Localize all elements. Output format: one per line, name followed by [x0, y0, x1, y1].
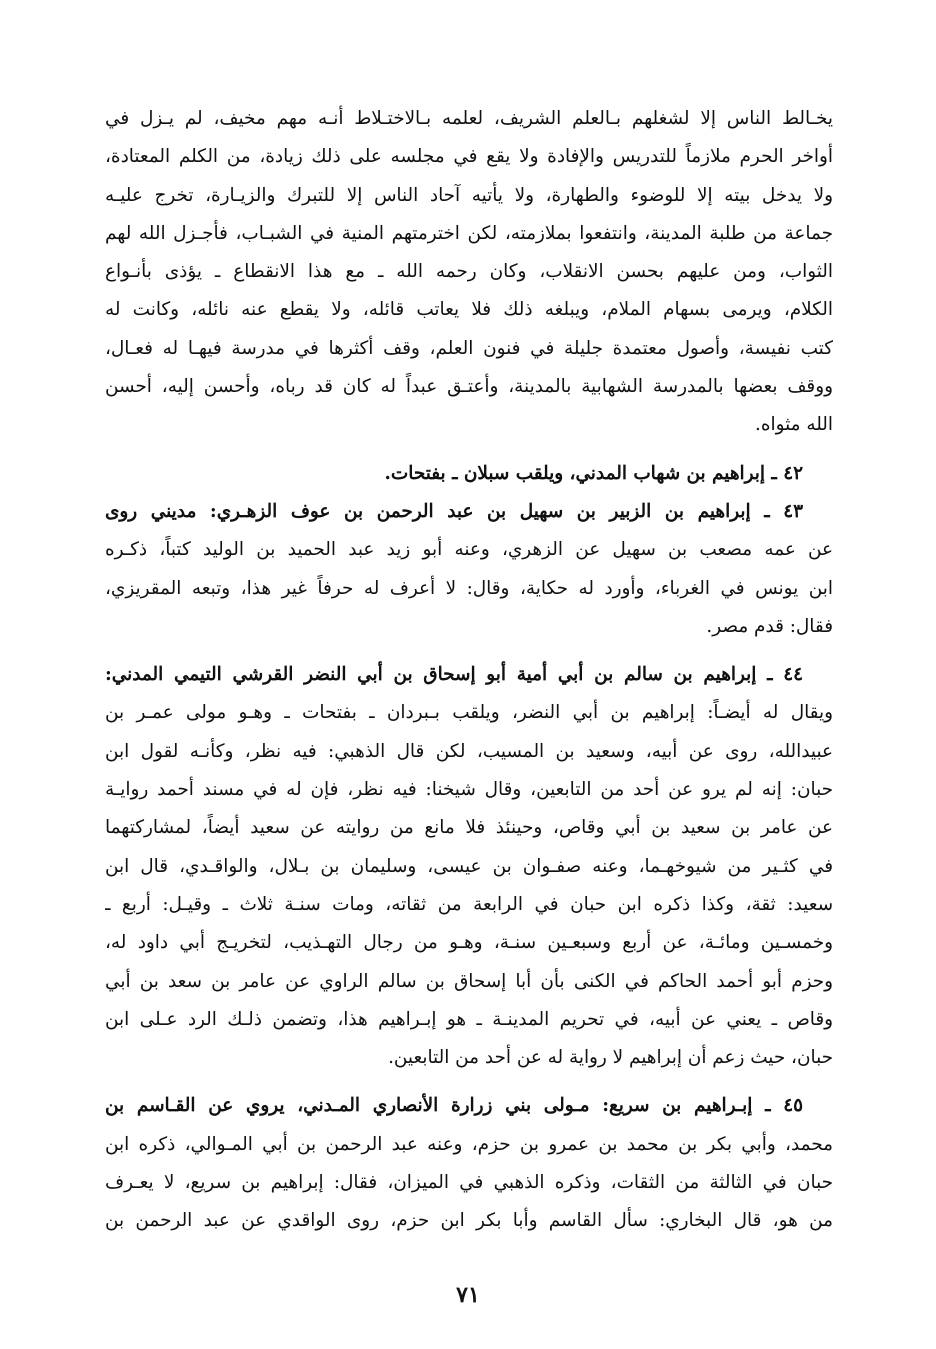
text-line: وخمسـين ومائـة، عن أربع وسبعـين سنـة، وهـو من رجال التهـذيب، لتخريـج أبي داود له، [105, 932, 833, 954]
page-number: ٧١ [456, 1282, 480, 1308]
entry-45 [105, 1087, 833, 1240]
text-line: ابن يونس في الغرباء، وأورد له حكاية، وقال: لا أعرف له حرفاً غير هذا، وتبعه المقريزي، [105, 577, 833, 599]
text-line: ووقف بعضها بالمدرسة الشهابية بالمدينة، وأعتـق عبداً له كان قد رباه، وأحسن إليه، أحسن [105, 376, 833, 398]
entry-44 [105, 656, 833, 1077]
entry-heading: ٤٣ ـ إبراهيم بن الزبير بن سهيل بن عبد الرحمن بن عوف الزهـري: مديني روى [105, 500, 803, 522]
entry-42 [105, 455, 833, 493]
text-line: فقال: قدم مصر. [706, 615, 833, 637]
entry-43 [105, 493, 833, 646]
text-line: عن عمه مصعب بن سهيل عن الزهري، وعنه أبو زيد عبد الحميد بن الوليد كتباً، ذكـره [105, 539, 833, 561]
text-line: كتب نفيسة، وأصول معتمدة جليلة في فنون العلم، وقف أكثرها في مدرسة فيهـا له فعـال، [105, 337, 833, 359]
text-line: حبان في الثالثة من الثقات، وذكره الذهبي في الميزان، فقال: إبراهيم بن سريع، لا يعـرف [105, 1172, 833, 1194]
text-line: الكلام، ويرمى بسهام الملام، ويبلغه ذلك فلا يعاتب قائله، ولا يقطع عنه نائله، وكانت له [105, 299, 833, 321]
text-line: عبيدالله، روى عن أبيه، وسعيد بن المسيب، لكن قال الذهبي: فيه نظر، وكأنـه لقول ابن [105, 740, 833, 762]
text-line: محمد، وأبي بكر بن محمد بن عمرو بن حزم، وعنه عبد الرحمن بن أبي المـوالي، ذكره ابن [105, 1133, 833, 1155]
text-line: ولا يدخل بيته إلا للوضوء والطهارة، ولا يأتيه آحاد الناس إلا للتبرك والزيـارة، تخرج عليـه [105, 184, 833, 206]
text-line: وقاص ـ يعني عن أبيه، في تحريم المدينـة ـ هو إبـراهيم هذا، وتضمن ذلـك الرد عـلى ابن [105, 1008, 833, 1030]
entry-heading: ٤٤ ـ إبراهيم بن سالم بن أبي أمية أبو إسحاق بن أبي النضر القرشي التيمي المدني: [105, 664, 803, 686]
text-line: يخـالط الناس إلا لشغلهم بـالعلم الشريف، لعلمه بـالاختـلاط أنـه مهم مخيف، لم يـزل في [105, 108, 833, 129]
text-line: سعيد: ثقة، وكذا ذكره ابن حبان في الرابعة من ثقاته، ومات سنـة ثلاث ـ وقيـل: أربع ـ [105, 893, 833, 915]
text-line: أواخر الحرم ملازماً للتدريس والإفادة ولا يقع في مجلسه على ذلك زيادة، من الكلم المعتادة، [105, 146, 833, 168]
text-line: حبان: إنه لم يرو عن أحد من التابعين، وقال شيخنا: فيه نظر، فإن له في مسند أحمد روايـة [105, 779, 833, 801]
text-line: من هو، قال البخاري: سأل القاسم وأبا بكر ابن حزم، روى الواقدي عن عبد الرحمن بن [105, 1210, 833, 1232]
text-line: جماعة من طلبة المدينة، وانتفعوا بملازمته، لكن اخترمتهم المنية في الشبـاب، فأجـزل الله لهم [105, 222, 833, 244]
entry-heading: ٤٢ ـ إبراهيم بن شهاب المدني، ويلقب سبلان ـ بفتحات. [384, 462, 803, 484]
entry-heading: ٤٥ ـ إبـراهيم بن سريع: مـولى بني زرارة الأنصاري المـدني، يروي عن القـاسم بن [105, 1095, 803, 1117]
text-line: وحزم أبو أحمد الحاكم في الكنى بأن أبا إسحاق بن سالم الراوي عن عامر بن سعد بن أبي [105, 970, 833, 992]
text-line: الله مثواه. [755, 414, 833, 436]
paragraph-biography-41-continuation [105, 100, 833, 445]
text-line: حبان، حيث زعم أن إبراهيم لا رواية له عن أحد من التابعين. [388, 1047, 833, 1069]
text-line: في كثـير من شيوخهـما، وعنه صفـوان بن عيسى، وسليمان بن بـلال، والواقـدي، قال ابن [105, 855, 833, 877]
text-line: عن عامر بن سعيد بن أبي وقاص، وحينئذ فلا مانع من روايته عن سعيد أيضاً، لمشاركتهما [105, 817, 833, 839]
text-line: الثواب، ومن عليهم بحسن الانقلاب، وكان رحمه الله ـ مع هذا الانقطاع ـ يؤذى بأنـواع [105, 261, 833, 283]
text-line: ويقال له أيضـاً: إبراهيم بن أبي النضر، ويلقب بـبردان ـ بفتحات ـ وهـو مولى عمـر بن [105, 702, 833, 724]
